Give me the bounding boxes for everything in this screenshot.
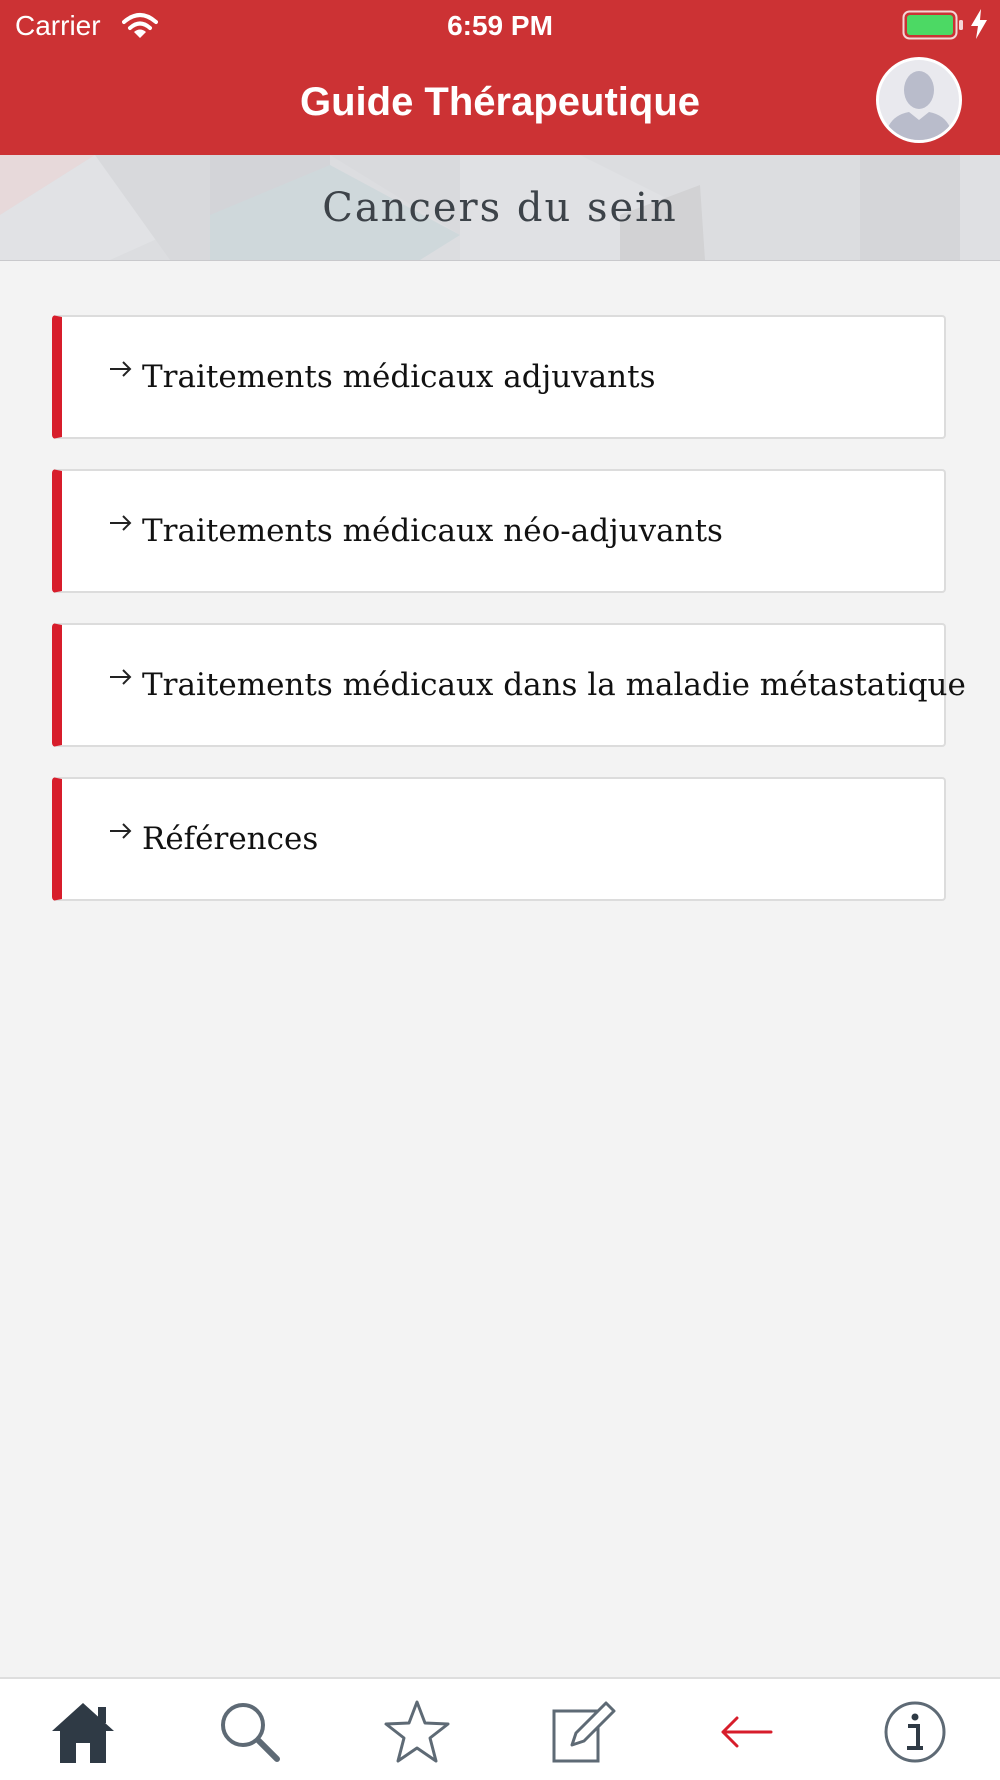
user-avatar-button[interactable] [876, 57, 962, 143]
menu-item-label: Traitements médicaux adjuvants [142, 359, 656, 395]
arrow-right-icon [108, 357, 134, 381]
search-icon[interactable] [215, 1697, 285, 1767]
battery-icon [902, 10, 964, 40]
wifi-icon [122, 12, 158, 40]
arrow-right-icon [108, 665, 134, 689]
status-carrier: Carrier [15, 10, 101, 41]
status-time: 6:59 PM [447, 10, 553, 41]
menu-item-metastatique[interactable] [52, 623, 966, 747]
bottom-tab-bar [0, 1677, 1000, 1780]
menu-item-adjuvants[interactable] [52, 315, 946, 439]
category-title: Cancers du sein [322, 185, 678, 231]
menu-item-references[interactable] [52, 777, 946, 901]
star-icon[interactable] [382, 1697, 452, 1767]
menu-item-neo-adjuvants[interactable] [52, 469, 946, 593]
home-icon[interactable] [48, 1697, 118, 1767]
arrow-right-icon [108, 511, 134, 535]
charging-icon [969, 8, 989, 40]
back-arrow-icon[interactable] [715, 1697, 785, 1767]
menu-item-label: Références [142, 821, 319, 857]
menu-item-label: Traitements médicaux néo-adjuvants [142, 513, 723, 549]
info-icon[interactable] [880, 1697, 950, 1767]
app-title: Guide Thérapeutique [299, 80, 701, 124]
menu-item-label: Traitements médicaux dans la maladie métastatique [142, 667, 966, 703]
edit-note-icon[interactable] [548, 1697, 618, 1767]
user-avatar-icon [879, 60, 959, 140]
arrow-right-icon [108, 819, 134, 843]
